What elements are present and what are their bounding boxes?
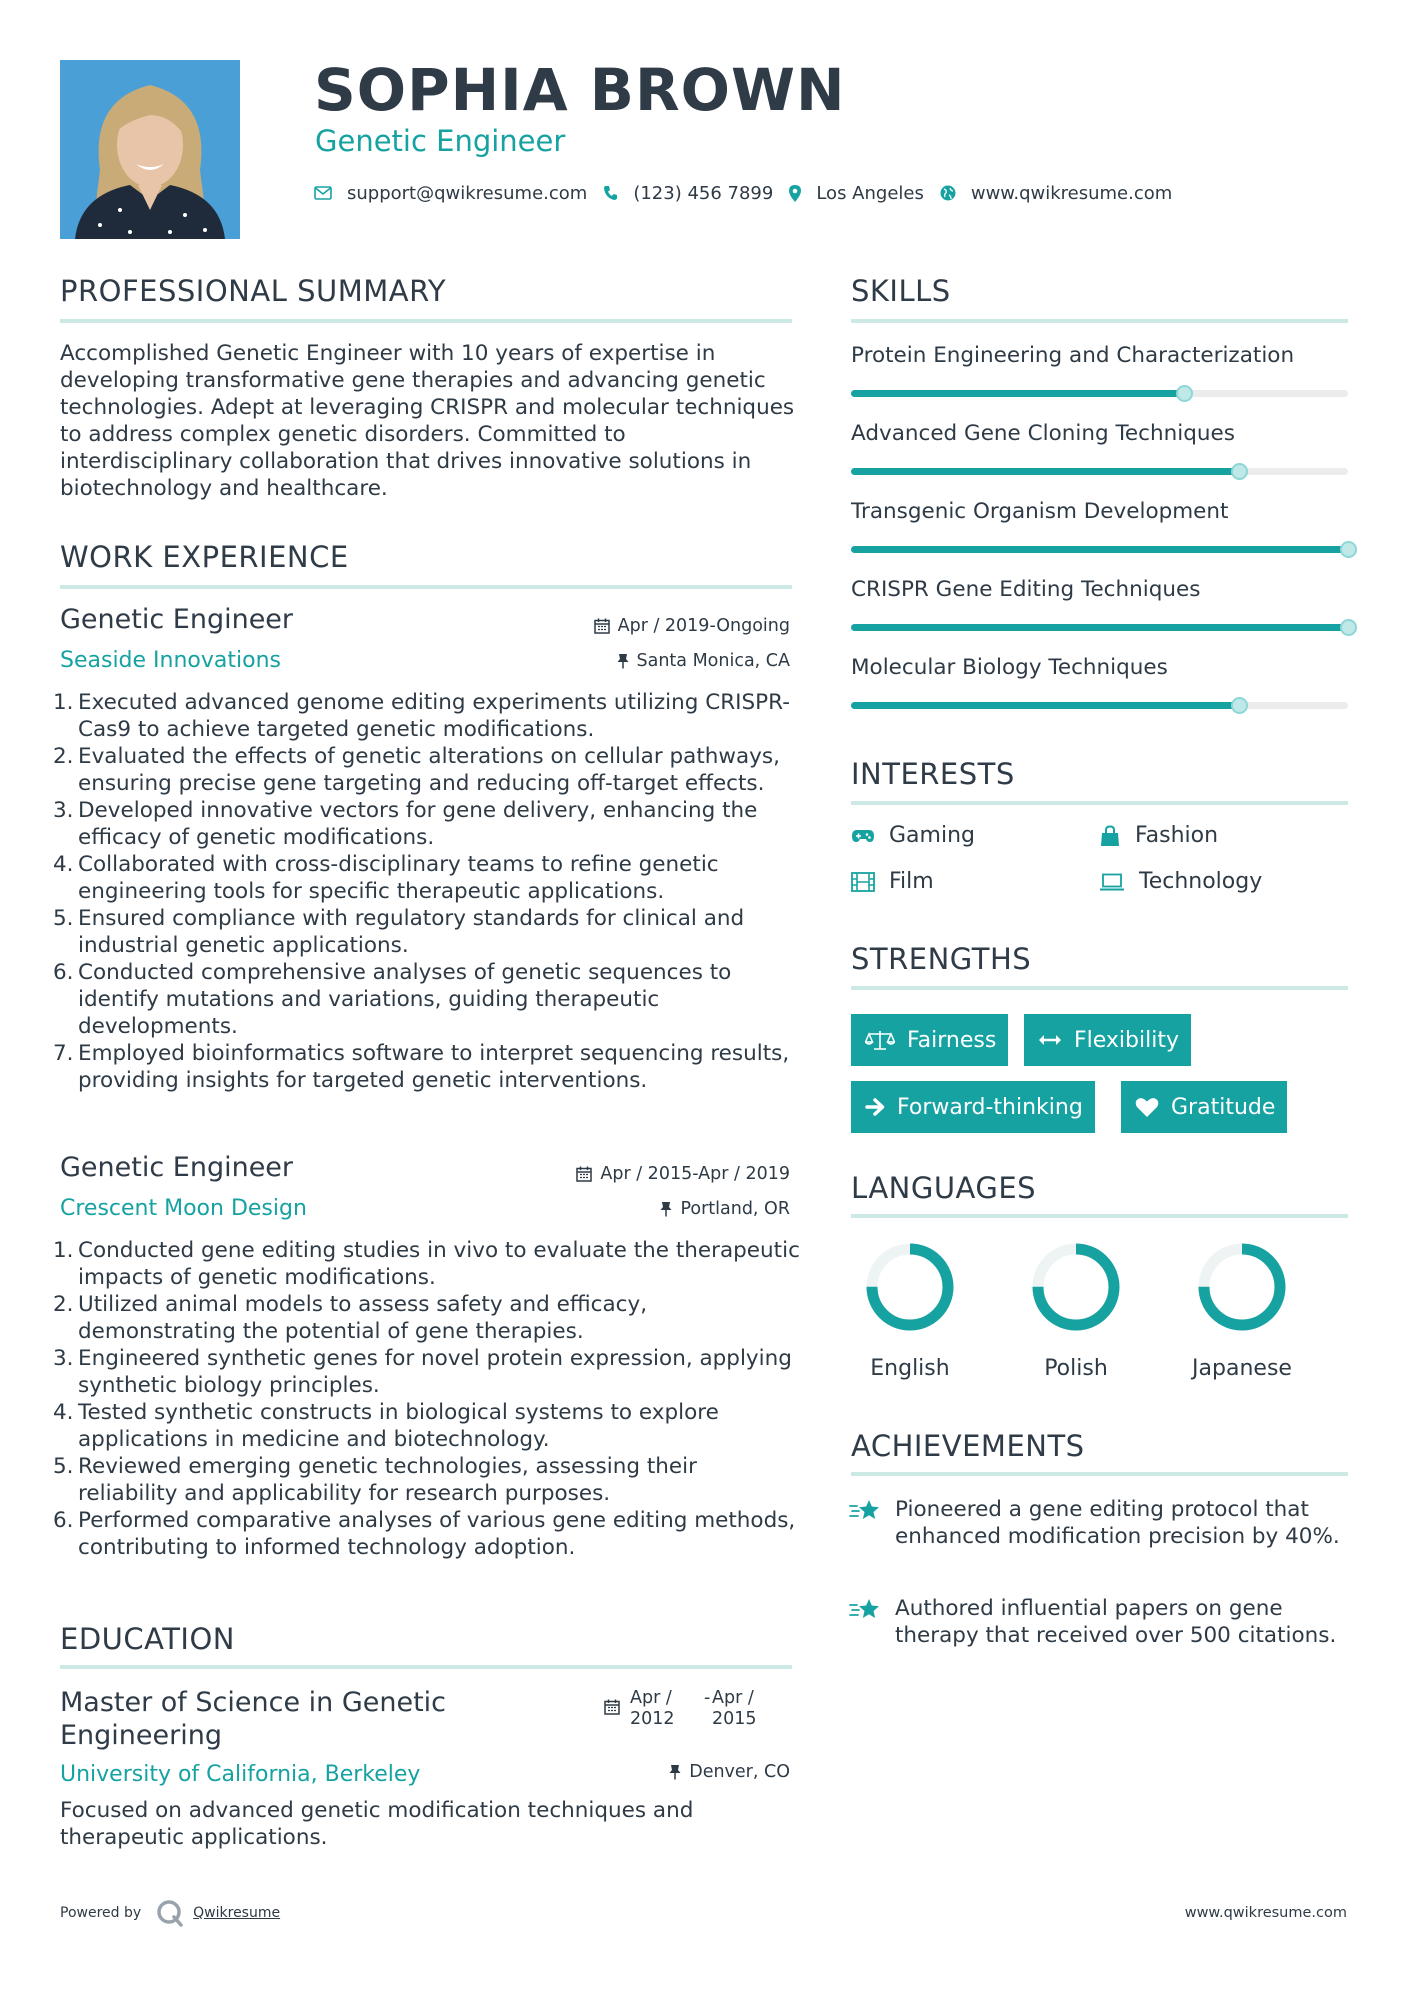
balance-scale-icon <box>865 1029 895 1051</box>
skill-name: CRISPR Gene Editing Techniques <box>851 577 1201 602</box>
contact-email[interactable] <box>314 183 587 204</box>
strength-label: Fairness <box>907 1027 997 1053</box>
email-text: support@qwikresume.com <box>347 182 588 204</box>
interest-label: Film <box>889 869 934 894</box>
list-item: 5. Ensured compliance with regulatory standards for clinical and industrial genetic applications. <box>53 906 745 958</box>
film-icon <box>851 872 875 892</box>
language-item <box>1016 1242 1136 1381</box>
strength-tag <box>851 1081 1095 1133</box>
pushpin-icon <box>660 1201 672 1217</box>
achievements-heading: ACHIEVEMENTS <box>851 1429 1085 1463</box>
school-name: University of California, Berkeley <box>60 1762 421 1787</box>
education-location-text: Denver, CO <box>689 1762 790 1782</box>
education-rule <box>60 1665 792 1669</box>
brand-link[interactable]: Qwikresume <box>193 1905 281 1921</box>
strength-label: Forward-thinking <box>897 1094 1083 1120</box>
summary-rule <box>60 319 792 323</box>
language-name: Japanese <box>1192 1356 1292 1381</box>
language-item <box>1182 1242 1302 1381</box>
skill-bar <box>851 702 1348 709</box>
skill-bar-knob <box>1231 463 1248 480</box>
strength-tag <box>851 1014 1008 1066</box>
skill-bar-fill <box>851 624 1348 631</box>
calendar-icon <box>594 618 610 634</box>
list-item: 6. Performed comparative analyses of various gene editing methods, contributing to informed technology adoption. <box>53 1508 796 1560</box>
education-description: Focused on advanced genetic modification techniques and therapeutic applications. <box>60 1798 694 1850</box>
interest-item <box>1099 823 1218 848</box>
achievement-item <box>849 1595 1348 1649</box>
job-title: Genetic Engineer <box>60 1152 294 1183</box>
qwikresume-logo-icon <box>155 1898 185 1928</box>
calendar-icon <box>604 1699 620 1719</box>
pushpin-icon <box>669 1764 681 1780</box>
language-ring <box>1197 1242 1287 1332</box>
language-name: English <box>870 1356 950 1381</box>
interest-label: Gaming <box>889 823 975 848</box>
education-start: Apr / 2012 <box>630 1688 675 1729</box>
language-ring <box>1031 1242 1121 1332</box>
job-title: Genetic Engineer <box>60 604 294 635</box>
languages-rule <box>851 1214 1348 1218</box>
interest-label: Fashion <box>1135 823 1219 848</box>
candidate-name: SOPHIA BROWN <box>314 56 846 124</box>
skill-name: Advanced Gene Cloning Techniques <box>851 421 1235 446</box>
map-marker-icon <box>789 185 801 202</box>
shooting-star-icon <box>849 1597 881 1623</box>
pushpin-icon <box>617 653 629 669</box>
education-location <box>669 1762 790 1782</box>
degree-title: Master of Science in Genetic Engineering <box>60 1687 447 1751</box>
skill-bar <box>851 546 1348 553</box>
job-dates-text: Apr / 2019-Ongoing <box>617 616 790 636</box>
skill-name: Protein Engineering and Characterization <box>851 343 1295 368</box>
profile-photo <box>60 60 240 239</box>
list-item: 3. Developed innovative vectors for gene delivery, enhancing the efficacy of genetic modifications. <box>53 798 758 850</box>
summary-text: Accomplished Genetic Engineer with 10 years of expertise in developing transformative gene therapies and advancing genetic technologies. Adept at leveraging CRISPR and molecular techniques to address complex genetic disorders. Committed to interdisciplinary collaboration that drives innovative solutions in biotechnology and healthcare. <box>60 341 795 501</box>
skill-name: Molecular Biology Techniques <box>851 655 1168 680</box>
skill-bar-fill <box>851 468 1239 475</box>
arrow-right-icon <box>865 1098 885 1116</box>
job-location-text: Portland, OR <box>680 1199 790 1219</box>
footer-website[interactable]: www.qwikresume.com <box>1184 1905 1347 1921</box>
contact-phone[interactable] <box>603 183 773 204</box>
achievements-rule <box>851 1472 1348 1476</box>
job-bullets <box>53 689 800 1094</box>
envelope-icon <box>314 186 332 200</box>
strength-label: Flexibility <box>1074 1027 1179 1053</box>
job-company: Seaside Innovations <box>60 648 281 673</box>
job-bullets <box>53 1237 800 1561</box>
job-dates-text: Apr / 2015-Apr / 2019 <box>600 1164 790 1184</box>
job-dates <box>594 616 790 636</box>
achievement-item <box>849 1496 1348 1550</box>
laptop-icon <box>1099 873 1125 891</box>
interests-heading: INTERESTS <box>851 757 1015 791</box>
strength-label: Gratitude <box>1171 1094 1276 1120</box>
list-item: 6. Conducted comprehensive analyses of genetic sequences to identify mutations and variations, guiding therapeutic developments. <box>53 960 732 1039</box>
contact-bar <box>314 178 1188 208</box>
heart-icon <box>1135 1097 1159 1118</box>
shooting-star-icon <box>849 1498 881 1524</box>
shopping-bag-icon <box>1099 825 1121 847</box>
contact-location <box>789 183 924 204</box>
job-company: Crescent Moon Design <box>60 1196 307 1221</box>
list-item: 2. Utilized animal models to assess safety and efficacy, demonstrating the potential of gene therapies. <box>53 1292 648 1344</box>
website-text: www.qwikresume.com <box>970 182 1173 204</box>
calendar-icon <box>576 1166 592 1182</box>
skill-bar-fill <box>851 702 1239 709</box>
list-item: 2. Evaluated the effects of genetic alterations on cellular pathways, ensuring precise gene targeting and reducing off-target effects. <box>53 744 780 796</box>
education-end: Apr / 2015 <box>712 1688 757 1729</box>
language-name: Polish <box>1044 1356 1108 1381</box>
interests-rule <box>851 801 1348 805</box>
strength-tag <box>1121 1081 1287 1133</box>
languages-heading: LANGUAGES <box>851 1171 1037 1205</box>
job-location <box>617 651 791 671</box>
list-item: 7. Employed bioinformatics software to interpret sequencing results, providing insights for targeted genetic interventions. <box>53 1041 790 1093</box>
list-item: 1. Conducted gene editing studies in vivo to evaluate the therapeutic impacts of genetic modifications. <box>53 1238 800 1290</box>
phone-icon <box>603 185 618 201</box>
strengths-heading: STRENGTHS <box>851 942 1032 976</box>
location-text: Los Angeles <box>816 182 924 204</box>
interest-label: Technology <box>1139 869 1263 894</box>
skill-bar <box>851 624 1348 631</box>
list-item: 4. Tested synthetic constructs in biological systems to explore applications in medicine and biotechnology. <box>53 1400 719 1452</box>
skill-name: Transgenic Organism Development <box>851 499 1229 524</box>
strength-tag <box>1024 1014 1191 1066</box>
candidate-title: Genetic Engineer <box>315 124 566 158</box>
skill-bar-knob <box>1340 619 1357 636</box>
list-item: 1. Executed advanced genome editing experiments utilizing CRISPR-Cas9 to achieve targeted genetic modifications. <box>53 690 790 742</box>
skill-bar-fill <box>851 546 1348 553</box>
list-item: 4. Collaborated with cross-disciplinary teams to refine genetic engineering tools for specific therapeutic applications. <box>53 852 719 904</box>
achievement-text: Authored influential papers on gene therapy that received over 500 citations. <box>895 1596 1337 1648</box>
skill-bar-knob <box>1231 697 1248 714</box>
skill-bar-fill <box>851 390 1184 397</box>
arrows-horizontal-icon <box>1038 1034 1062 1046</box>
skill-bar <box>851 390 1348 397</box>
skill-bar <box>851 468 1348 475</box>
list-item: 5. Reviewed emerging genetic technologies, assessing their reliability and applicability for research purposes. <box>53 1454 697 1506</box>
globe-icon <box>940 185 956 201</box>
job-location-text: Santa Monica, CA <box>636 651 790 671</box>
phone-text: (123) 456 7899 <box>633 182 774 204</box>
interest-item <box>1099 869 1262 894</box>
interest-item <box>851 869 934 894</box>
experience-rule <box>60 585 792 589</box>
language-ring <box>865 1242 955 1332</box>
skills-rule <box>851 319 1348 323</box>
contact-website[interactable] <box>940 183 1172 204</box>
footer-branding <box>60 1898 280 1928</box>
gamepad-icon <box>851 828 875 844</box>
education-heading: EDUCATION <box>60 1622 236 1656</box>
experience-heading: WORK EXPERIENCE <box>60 540 349 574</box>
list-item: 3. Engineered synthetic genes for novel protein expression, applying synthetic biology principles. <box>53 1346 792 1398</box>
job-dates <box>576 1164 790 1184</box>
achievement-text: Pioneered a gene editing protocol that enhanced modification precision by 40%. <box>895 1497 1340 1549</box>
summary-heading: PROFESSIONAL SUMMARY <box>60 274 447 308</box>
date-separator: - <box>704 1688 711 1708</box>
strengths-rule <box>851 986 1348 990</box>
job-location <box>660 1199 790 1219</box>
skill-bar-knob <box>1340 541 1357 558</box>
skills-heading: SKILLS <box>851 274 951 308</box>
powered-by-label: Powered by <box>60 1905 142 1921</box>
interest-item <box>851 823 975 848</box>
skill-bar-knob <box>1176 385 1193 402</box>
language-item <box>850 1242 970 1381</box>
